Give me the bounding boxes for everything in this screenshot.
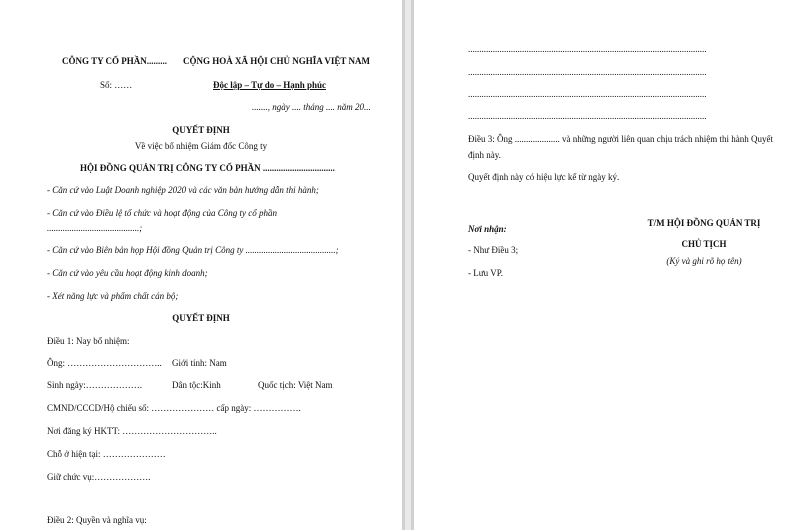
basis-line: - Căn cứ vào Điều lệ tổ chức và hoạt động của Công ty cổ phần [47, 208, 278, 218]
date-line: ......., ngày .... tháng .... năm 20... [252, 102, 371, 112]
article-3-cont: định này. [468, 150, 501, 160]
document-subject: Về việc bổ nhiệm Giám đốc Công ty [134, 141, 268, 151]
id-card-field: CMND/CCCD/Hộ chiếu số: ………………… cấp ngày: ……………. [47, 403, 301, 413]
household-field: Nơi đăng ký HKTT: ………………………….. [47, 426, 217, 436]
article-2: Điều 2: Quyền và nghĩa vụ: [47, 515, 147, 525]
recipients-label: Nơi nhận: [468, 224, 507, 234]
basis-line: - Xét năng lực và phẩm chất cán bộ; [47, 291, 179, 301]
nationality-field: Quốc tịch: Việt Nam [258, 380, 333, 390]
recipient-item: - Như Điều 3; [468, 245, 519, 255]
document-page-2 [414, 0, 800, 530]
country-name: CỘNG HOÀ XÃ HỘI CHỦ NGHĨA VIỆT NAM [183, 56, 370, 66]
basis-line: - Căn cứ vào Luật Doanh nghiệp 2020 và các văn bản hướng dẫn thi hành; [47, 185, 319, 195]
basis-line: - Căn cứ vào Biên bản họp Hội đồng Quản trị Công ty ........................................; [47, 245, 339, 255]
signature-title: CHỦ TỊCH [681, 239, 727, 249]
effective-clause: Quyết định này có hiệu lực kể từ ngày ký. [468, 172, 620, 182]
dotted-line: .......................................................................................................... [468, 111, 707, 121]
gender-field: Giới tính: Nam [172, 358, 227, 368]
page-gap-shadow-left [402, 0, 405, 530]
company-name: CÔNG TY CỔ PHẦN......... [62, 56, 168, 66]
article-3: Điều 3: Ông .................... và những người liên quan chịu trách nhiệm thi hành Quyết [468, 134, 773, 144]
dob-field: Sinh ngày:………………. [47, 380, 143, 390]
national-motto: Độc lập – Tự do – Hạnh phúc [213, 80, 327, 90]
dotted-line: .......................................................................................................... [468, 67, 707, 77]
name-field: Ông: ………………………….. [47, 358, 162, 368]
article-1: Điều 1: Nay bổ nhiệm: [47, 336, 130, 346]
recipient-item: - Lưu VP. [468, 268, 503, 278]
document-title: QUYẾT ĐỊNH [172, 125, 230, 135]
dotted-line: .......................................................................................................... [468, 44, 707, 54]
position-field: Giữ chức vụ:………………. [47, 472, 151, 482]
residence-field: Chỗ ở hiện tại: ………………… [47, 449, 166, 459]
signature-note: (Ký và ghi rõ họ tên) [666, 256, 742, 266]
signature-org: T/M HỘI ĐỒNG QUẢN TRỊ [647, 218, 761, 228]
basis-line: - Căn cứ vào yêu cầu hoạt động kinh doanh; [47, 268, 208, 278]
decision-number: Số: …… [100, 80, 133, 90]
basis-line: .........................................; [47, 223, 143, 233]
ethnic-field: Dân tộc:Kinh [172, 380, 221, 390]
decision-heading: QUYẾT ĐỊNH [172, 313, 230, 323]
dotted-line: .......................................................................................................... [468, 89, 707, 99]
board-heading: HỘI ĐỒNG QUẢN TRỊ CÔNG TY CỔ PHẦN ................................ [80, 163, 335, 173]
